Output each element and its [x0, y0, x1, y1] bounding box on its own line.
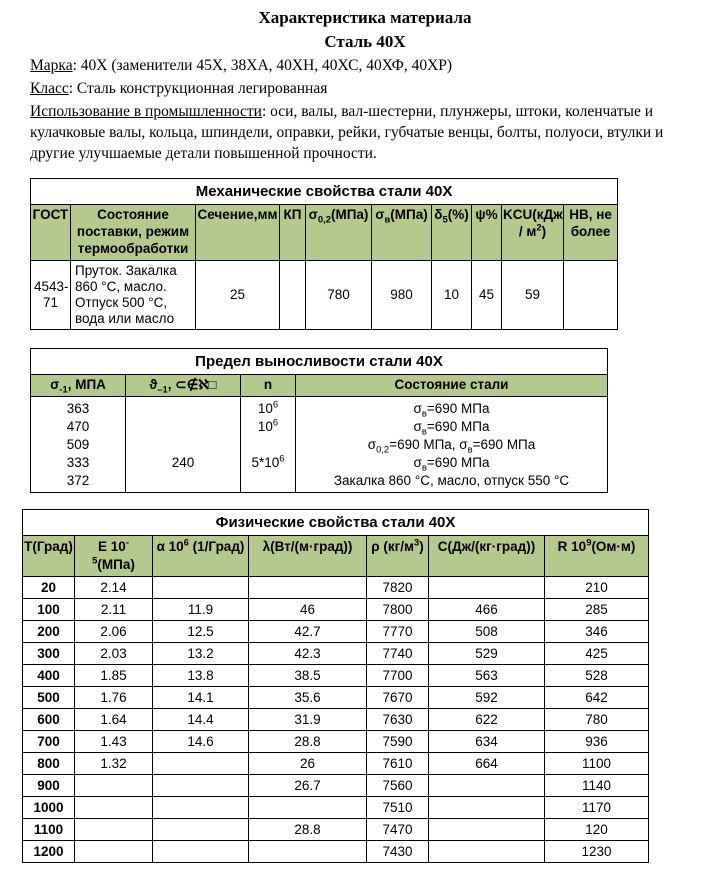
cell-t: 1100: [23, 819, 75, 841]
phys-data-row: [23, 709, 649, 731]
cell-t: 800: [23, 753, 75, 775]
cell-rho: 7470: [367, 819, 429, 841]
cell-c: 634: [429, 731, 545, 753]
cell-c: 563: [429, 665, 545, 687]
column-header-state: Состояние поставки, режим термообработки: [71, 205, 196, 261]
cell-rho: 7630: [367, 709, 429, 731]
cell-e: 1.76: [75, 687, 153, 709]
column-header-r: R $10^9(Ом\cdot м)$: [545, 536, 649, 577]
column-header-lambda: λ(Вт/(м·град)): [249, 536, 367, 577]
column-header-t: Т(Град): [23, 536, 75, 577]
cell-c: 508: [429, 621, 545, 643]
cell-rho: 7590: [367, 731, 429, 753]
cell-alpha: [153, 775, 249, 797]
column-header-kcu: $KCU(кДж / м^2)$: [502, 205, 564, 261]
cell-r: 425: [545, 643, 649, 665]
phys-table-title-row: [23, 510, 649, 536]
usage-value: : оси, валы, вал-шестерни, плунжеры, штоки, коленчатые и кулачковые валы, кольца, шпиндели, оправки, рейки, губчатые венцы, болты, полуоси, втулки и другие улучшаемые детали повышенной прочности.: [30, 103, 664, 162]
cell-lambda: 26: [249, 753, 367, 775]
cell-alpha: [153, 753, 249, 775]
column-header-sigmav: $\sigma_в(МПа)$: [372, 205, 432, 261]
cell-sigma02: 780: [306, 260, 372, 330]
column-header-steel-state: Состояние стали: [296, 375, 608, 397]
cell-t: 900: [23, 775, 75, 797]
column-header-sigma02: $\sigma_{0,2}(МПа)$: [306, 205, 372, 261]
cell-c: 592: [429, 687, 545, 709]
fatigue-table-title-row: [31, 349, 608, 375]
fatigue-data-row: [31, 397, 608, 493]
cell-t: 600: [23, 709, 75, 731]
mech-header-row: [31, 205, 618, 261]
class-value: : Сталь конструкционная легированная: [68, 80, 328, 97]
cell-alpha: [153, 819, 249, 841]
mech-table-title-row: [31, 179, 618, 205]
cell-lambda: 26.7: [249, 775, 367, 797]
phys-table-title: Физические свойства стали 40Х: [23, 510, 649, 536]
cell-rho: 7800: [367, 599, 429, 621]
cell-alpha: 11.9: [153, 599, 249, 621]
cell-e: [75, 797, 153, 819]
cell-sigmav: 980: [372, 260, 432, 330]
cell-t: 500: [23, 687, 75, 709]
cell-c: [429, 841, 545, 863]
column-header-hb: НВ, не более: [564, 205, 618, 261]
cell-e: 2.03: [75, 643, 153, 665]
cell-t: 400: [23, 665, 75, 687]
cell-t: 1000: [23, 797, 75, 819]
class-line: [30, 78, 700, 99]
cell-t: 20: [23, 577, 75, 599]
cell-c: 622: [429, 709, 545, 731]
cell-c: [429, 819, 545, 841]
class-label: Класс: [30, 80, 69, 97]
phys-table: [22, 509, 649, 863]
phys-data-row: [23, 819, 649, 841]
cell-section: 25: [196, 260, 280, 330]
usage-label: Использование в промышленности: [30, 103, 262, 120]
cell-lambda: 31.9: [249, 709, 367, 731]
column-header-kp: КП: [280, 205, 306, 261]
cell-lambda: 28.8: [249, 819, 367, 841]
phys-data-row: [23, 731, 649, 753]
cell-lambda: [249, 577, 367, 599]
cell-e: [75, 819, 153, 841]
phys-header-row: [23, 536, 649, 577]
page-title: Характеристика материала: [258, 8, 472, 27]
cell-t: 100: [23, 599, 75, 621]
cell-alpha: [153, 841, 249, 863]
fatigue-table: [30, 348, 608, 493]
column-header-rho: ρ $(кг/м^3)$: [367, 536, 429, 577]
cell-lambda: 28.8: [249, 731, 367, 753]
cell-t: 700: [23, 731, 75, 753]
cell-t: 1200: [23, 841, 75, 863]
cell-lambda: 42.7: [249, 621, 367, 643]
cell-r: 210: [545, 577, 649, 599]
column-header-psi: ψ%: [472, 205, 502, 261]
cell-e: 1.43: [75, 731, 153, 753]
cell-r: 642: [545, 687, 649, 709]
cell-theta-values: 240: [126, 397, 241, 493]
cell-c: [429, 577, 545, 599]
phys-data-row: [23, 687, 649, 709]
cell-c: 466: [429, 599, 545, 621]
fatigue-header-row: [31, 375, 608, 397]
cell-lambda: 46: [249, 599, 367, 621]
cell-alpha: 13.8: [153, 665, 249, 687]
cell-e: 2.14: [75, 577, 153, 599]
marka-value: : 40Х (заменители 45Х, 38ХА, 40ХН, 40ХС, 40ХФ, 40ХР): [72, 57, 453, 74]
phys-data-row: [23, 599, 649, 621]
marka-line: [30, 55, 700, 76]
cell-alpha: [153, 797, 249, 819]
cell-rho: 7670: [367, 687, 429, 709]
marka-label: Марка: [30, 57, 73, 74]
column-header-theta-1: $ϑ_{-1}$, ⊂∉ℵ□: [126, 375, 241, 397]
cell-alpha: 12.5: [153, 621, 249, 643]
cell-alpha: 13.2: [153, 643, 249, 665]
cell-alpha: 14.6: [153, 731, 249, 753]
column-header-c: С(Дж/(кг·град)): [429, 536, 545, 577]
cell-e: 2.06: [75, 621, 153, 643]
cell-state: Пруток. Закалка 860 °С, масло. Отпуск 500 °С, вода или масло: [71, 260, 196, 330]
fatigue-table-title: Предел выносливости стали 40Х: [31, 349, 608, 375]
cell-kp: [280, 260, 306, 330]
column-header-sigma-1: $\sigma_{-1}$, МПА: [31, 375, 126, 397]
cell-rho: 7740: [367, 643, 429, 665]
cell-lambda: 38.5: [249, 665, 367, 687]
cell-r: 285: [545, 599, 649, 621]
cell-r: 1140: [545, 775, 649, 797]
phys-data-row: [23, 775, 649, 797]
cell-r: 1230: [545, 841, 649, 863]
cell-lambda: 42.3: [249, 643, 367, 665]
column-header-delta5: $\delta_5(\%)$: [432, 205, 472, 261]
cell-r: 120: [545, 819, 649, 841]
column-header-alpha: α $10^6$ (1/Град): [153, 536, 249, 577]
cell-state-values: $\sigma_в=690$ МПа $\sigma_в=690$ МПа $\sigma_{0,2}=690$ МПа, $\sigma_в=690$ МПа $\sigma_в=690$ МПа Закалка 860 °С, масло, отпуск 550 °С: [296, 397, 608, 493]
cell-psi: 45: [472, 260, 502, 330]
phys-data-row: [23, 665, 649, 687]
mech-table-title: Механические свойства стали 40Х: [31, 179, 618, 205]
cell-r: 936: [545, 731, 649, 753]
phys-data-row: [23, 643, 649, 665]
cell-r: 528: [545, 665, 649, 687]
cell-e: [75, 841, 153, 863]
cell-rho: 7610: [367, 753, 429, 775]
cell-gost: 4543-71: [31, 260, 71, 330]
phys-data-row: [23, 621, 649, 643]
cell-r: 346: [545, 621, 649, 643]
cell-e: [75, 775, 153, 797]
phys-data-row: [23, 577, 649, 599]
cell-t: 200: [23, 621, 75, 643]
cell-r: 1170: [545, 797, 649, 819]
cell-rho: 7820: [367, 577, 429, 599]
mech-table: [30, 178, 618, 330]
column-header-section: Сечение,мм: [196, 205, 280, 261]
cell-kcu: 59: [502, 260, 564, 330]
cell-n-values: $10^6$ $10^6$ $5*10^6$: [241, 397, 296, 493]
cell-alpha: [153, 577, 249, 599]
cell-e: 1.85: [75, 665, 153, 687]
cell-rho: 7770: [367, 621, 429, 643]
mech-data-row: [31, 260, 618, 330]
cell-lambda: [249, 841, 367, 863]
cell-sigma-values: 363 470 509 333 372: [31, 397, 126, 493]
cell-c: [429, 797, 545, 819]
cell-delta5: 10: [432, 260, 472, 330]
cell-hb: [564, 260, 618, 330]
usage-line: [30, 101, 700, 164]
cell-r: 780: [545, 709, 649, 731]
column-header-e: Е $10^{- 5}(МПа)$: [75, 536, 153, 577]
cell-c: [429, 775, 545, 797]
cell-alpha: 14.1: [153, 687, 249, 709]
cell-rho: 7560: [367, 775, 429, 797]
phys-data-row: [23, 753, 649, 775]
cell-rho: 7700: [367, 665, 429, 687]
cell-alpha: 14.4: [153, 709, 249, 731]
page-subtitle: Сталь 40Х: [324, 32, 406, 51]
cell-rho: 7430: [367, 841, 429, 863]
cell-c: 664: [429, 753, 545, 775]
cell-c: 529: [429, 643, 545, 665]
cell-e: 1.64: [75, 709, 153, 731]
cell-lambda: 35.6: [249, 687, 367, 709]
column-header-gost: ГОСТ: [31, 205, 71, 261]
cell-r: 1100: [545, 753, 649, 775]
cell-lambda: [249, 797, 367, 819]
cell-e: 1.32: [75, 753, 153, 775]
phys-data-row: [23, 841, 649, 863]
column-header-n: n: [241, 375, 296, 397]
cell-e: 2.11: [75, 599, 153, 621]
phys-data-row: [23, 797, 649, 819]
cell-t: 300: [23, 643, 75, 665]
cell-rho: 7510: [367, 797, 429, 819]
